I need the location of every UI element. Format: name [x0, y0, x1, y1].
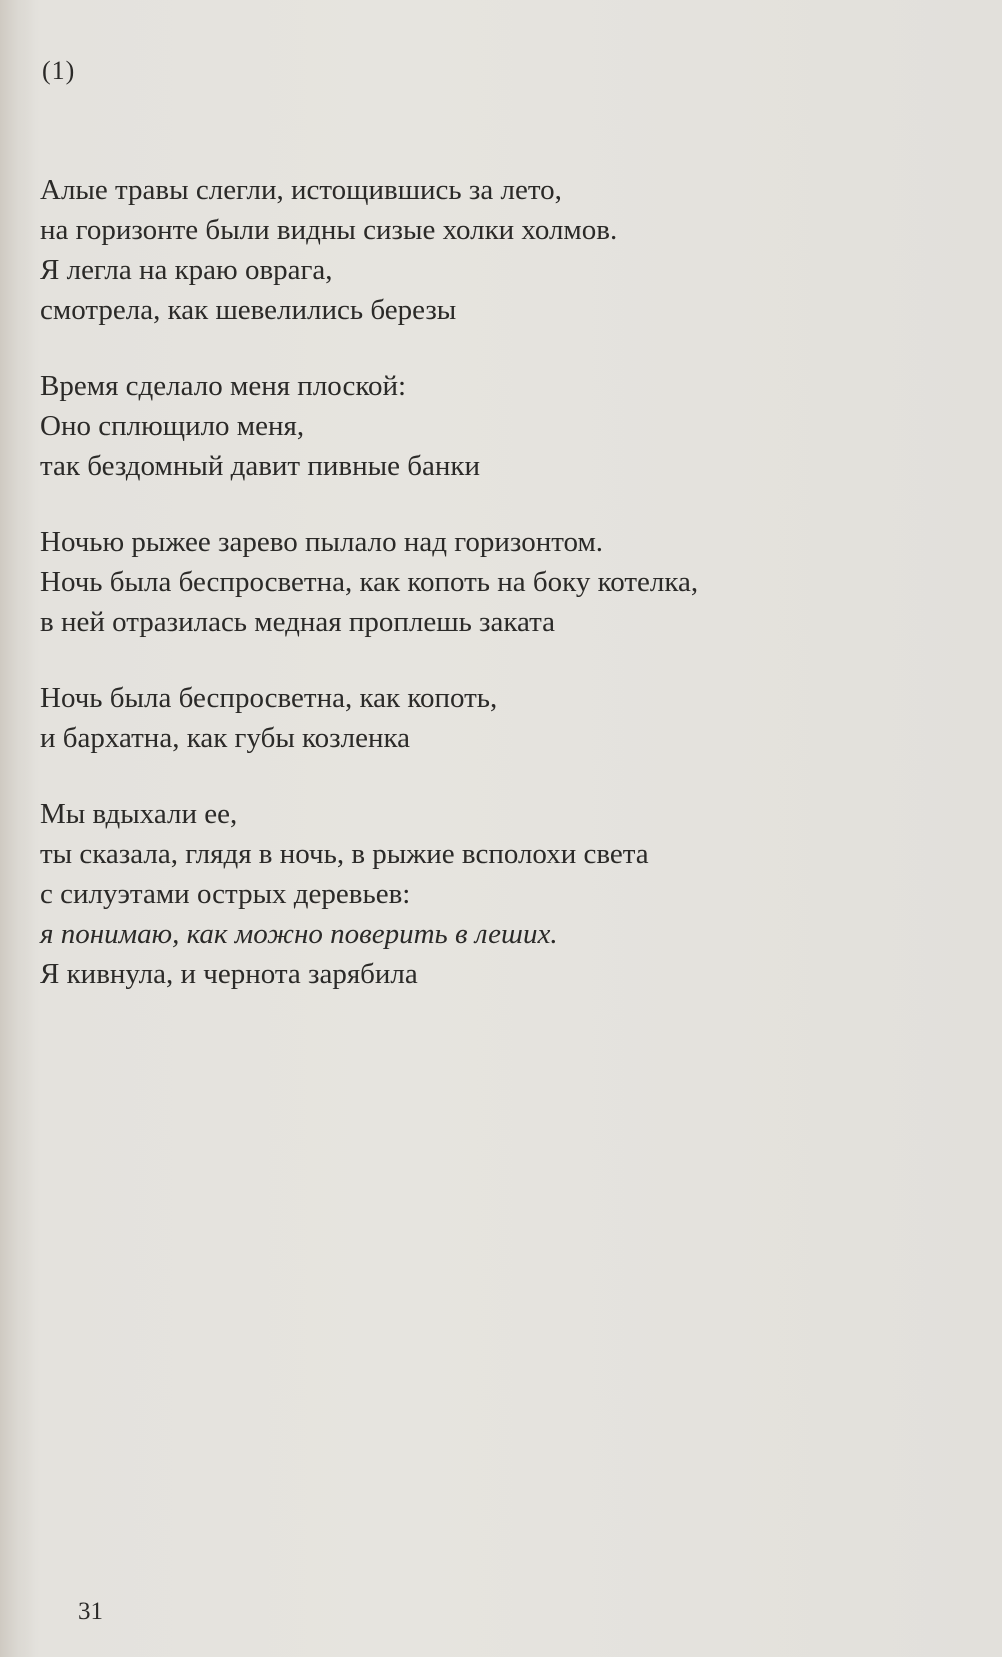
poem-line: Я легла на краю оврага, [40, 254, 333, 286]
stanza-2 [40, 366, 940, 486]
poem-line: в ней отразилась медная проплешь заката [40, 606, 556, 638]
poem-line: с силуэтами острых деревьев: [40, 878, 411, 910]
poem-line-italic: я понимаю, как можно поверить в леших. [40, 918, 558, 950]
poem-line: Ночь была беспросветна, как копоть, [40, 682, 498, 714]
poem-line: ты сказала, глядя в ночь, в рыжие всполохи света [40, 838, 649, 870]
poem-line: Ночь была беспросветна, как копоть на боку котелка, [40, 566, 699, 598]
poem-line: Оно сплющило меня, [40, 410, 305, 442]
poem-line: Время сделало меня плоской: [40, 370, 407, 402]
poem [40, 170, 940, 1030]
section-number: (1) [42, 56, 76, 85]
stanza-1 [40, 170, 940, 330]
poem-line: так бездомный давит пивные банки [40, 450, 480, 482]
stanza-4 [40, 678, 940, 758]
poem-line: на горизонте были видны сизые холки холмов. [40, 214, 618, 246]
poem-line: Мы вдыхали ее, [40, 798, 238, 830]
poem-line: смотрела, как шевелились березы [40, 294, 457, 326]
binding-shadow [0, 0, 34, 1657]
stanza-5 [40, 794, 940, 994]
poem-line: Ночью рыжее зарево пылало над горизонтом. [40, 526, 604, 558]
poem-line: Я кивнула, и чернота зарябила [40, 958, 418, 990]
poem-line: Алые травы слегли, истощившись за лето, [40, 174, 562, 206]
poem-line: и бархатна, как губы козленка [40, 722, 411, 754]
page-number: 31 [78, 1598, 103, 1625]
stanza-3 [40, 522, 940, 642]
